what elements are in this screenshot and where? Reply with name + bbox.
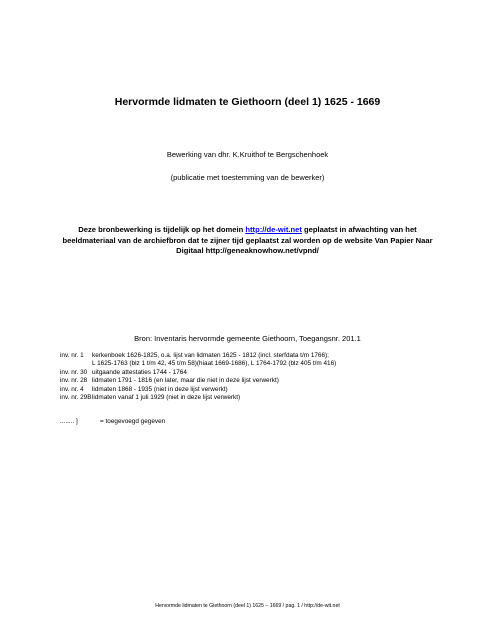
- inventory-line: lidmaten 1868 - 1935 (niet in deze lijst verwerkt): [92, 385, 228, 393]
- inventory-line: lidmaten vanaf 1 juli 1929 (niet in deze lijst verwerkt): [92, 394, 241, 402]
- inventory-value: [92, 369, 440, 377]
- inventory-value: [92, 352, 440, 369]
- inventory-line: L 1625-1763 (blz 1 t/m 42, 45 t/m 58)(hiaat 1669-1686), L 1764-1792 (blz 405 t/m 416): [92, 360, 337, 368]
- inventory-line: uitgaande attestaties 1744 - 1764: [92, 368, 187, 376]
- legend: [60, 418, 165, 425]
- legend-key: ........ ]: [60, 418, 78, 425]
- page-title: Hervormde lidmaten te Giethoorn (deel 1) 1625 - 1669: [114, 96, 381, 108]
- de-wit-link[interactable]: http://de-wit.net: [245, 225, 302, 234]
- notice-text-part1: Deze bronbewerking is tijdelijk op het domein: [78, 225, 246, 234]
- inventory-row: [60, 386, 440, 394]
- inventory-value: [92, 377, 440, 385]
- legend-value: = toegevoegd gegeven: [100, 418, 166, 425]
- inventory-value: [92, 386, 440, 394]
- inventory-key: inv. nr. 29B: [60, 394, 92, 402]
- inventory-value: [92, 394, 440, 402]
- page-footer: Hervormde lidmaten te Giethoorn (deel 1) 1625 – 1669 / pag. 1 / http://de-wit.net: [155, 603, 340, 609]
- inventory-row: [60, 394, 440, 402]
- inventory-key: inv. nr. 1: [60, 352, 84, 359]
- editor-line: Bewerking van dhr. K.Kruithof te Bergschenhoek: [166, 150, 329, 159]
- permission-line: (publicatie met toestemming van de bewerker): [170, 173, 325, 182]
- inventory-line: lidmaten 1791 - 1816 (en later, maar die niet in deze lijst verwerkt): [92, 377, 279, 385]
- inventory-list: [60, 352, 440, 402]
- inventory-row: [60, 377, 440, 385]
- hosting-notice: [60, 225, 435, 257]
- source-line: Bron: Inventaris hervormde gemeente Giethoorn, Toegangsnr. 201.1: [134, 334, 361, 343]
- inventory-key: inv. nr. 4: [60, 385, 84, 393]
- notice-text-part2: geplaatst in afwachting van het beeldmateriaal van de archiefbron dat te zijner tijd geplaatst zal worden op de website Van Papier Naar Digitaal http://geneaknowhow.net/vpnd/: [62, 225, 433, 255]
- inventory-row: [60, 369, 440, 377]
- inventory-line: kerkenboek 1626-1825, o.a. lijst van lidmaten 1625 - 1812 (incl. sterfdata t/m 1766);: [92, 352, 329, 359]
- inventory-row: [60, 352, 440, 369]
- inventory-key: inv. nr. 30: [60, 368, 88, 376]
- inventory-key: inv. nr. 28: [60, 377, 88, 385]
